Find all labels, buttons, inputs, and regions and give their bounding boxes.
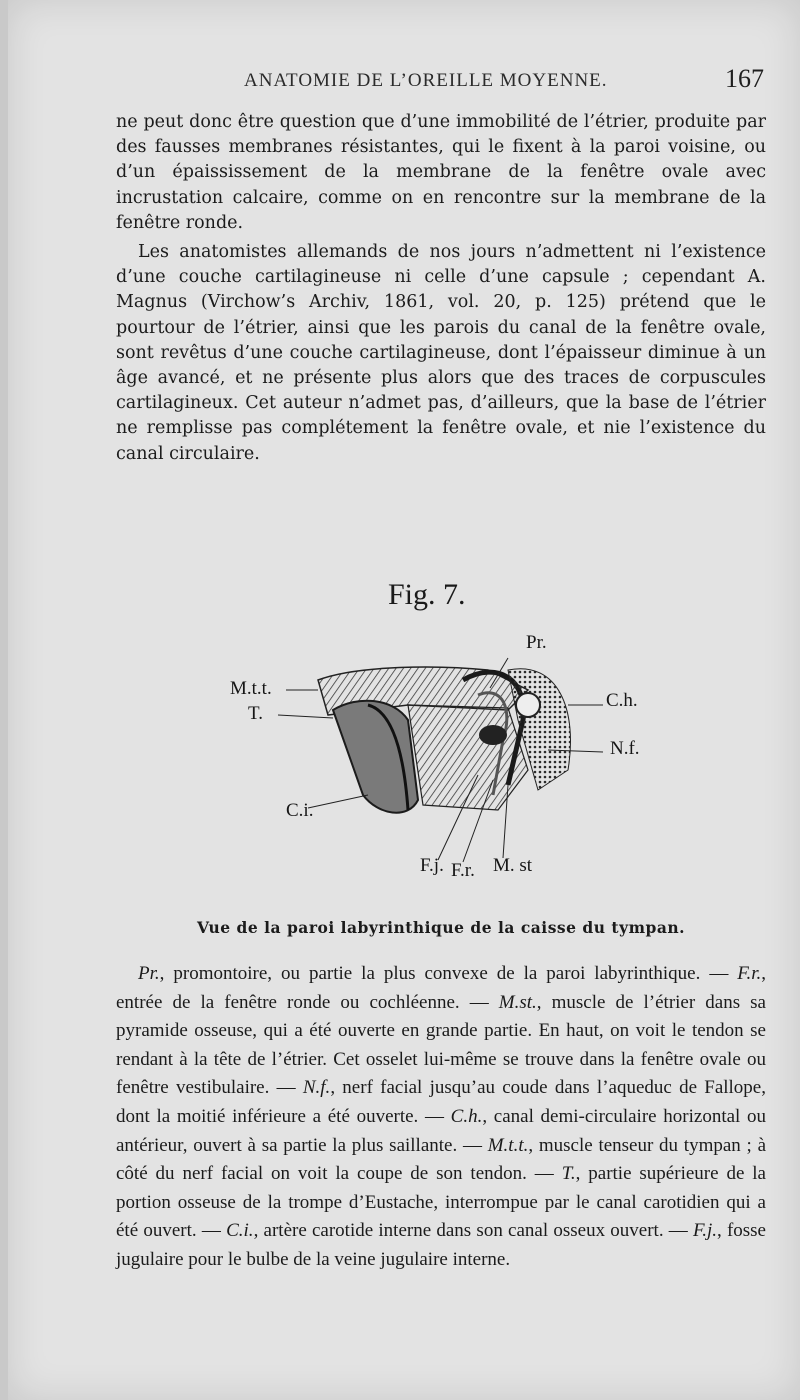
- paragraph-1: ne peut donc être question que d’une immobilité de l’étrier, produite par des fausses membranes résistantes, qui le fixent à la paroi voisine, ou d’un épaississement de la membrane de la fenêtre ovale avec incrustation calcaire, comme on en rencontre sur la membrane de la fenêtre ronde.: [116, 112, 766, 233]
- label-ci: C.i.: [286, 800, 314, 821]
- promontory: [408, 705, 528, 810]
- label-mst: M. st: [493, 855, 533, 876]
- legend-label-ch: C.h.: [450, 1105, 483, 1127]
- legend-label-fr: F.r.: [737, 963, 762, 984]
- figure-title: Fig. 7.: [388, 578, 466, 611]
- eustachian-tube: [333, 701, 418, 813]
- page-number: 167: [725, 64, 764, 93]
- legend-text-pr: , promontoire, ou partie la plus convexe de la paroi labyrinthique. —: [159, 963, 738, 984]
- label-fj: F.j.: [420, 855, 444, 876]
- label-ch: C.h.: [606, 690, 638, 711]
- legend-label-pr: Pr.: [138, 963, 160, 984]
- legend-text-mst: , muscle de l’étrier dans sa pyramide osseuse, qui a été ouverte en grande partie. En haut, on voit le tendon se rendant à la tête de l’étrier. Cet osselet lui-même se trouve dans la fenêtre ovale ou fenêtre vestibulaire. —: [116, 991, 766, 1099]
- legend-text-fr: , entrée de la fenêtre ronde ou cochléenne. —: [116, 963, 766, 1013]
- label-pr: Pr.: [526, 632, 547, 653]
- label-mtt: M.t.t.: [230, 678, 272, 699]
- book-page: [8, 0, 800, 1400]
- legend-text-mtt: , muscle tenseur du tympan ; à côté du nerf facial on voit la coupe de son tendon. —: [116, 1134, 766, 1185]
- legend-text-ch: , canal demi-circulaire horizontal ou antérieur, ouvert à sa partie la plus saillante. —: [116, 1105, 766, 1156]
- label-t: T.: [248, 703, 263, 724]
- legend-text-ci: , artère carotide interne dans son canal osseux ouvert. —: [253, 1220, 694, 1242]
- page-header: [116, 64, 766, 100]
- legend-label-ci: C.i.: [226, 1220, 254, 1242]
- figure-7: [208, 570, 688, 890]
- legend-text-t: , partie supérieure de la portion osseuse de la trompe d’Eustache, interrompue par le canal carotidien qui a été ouvert. —: [116, 1163, 766, 1242]
- legend-label-mst: M.st.: [498, 991, 537, 1013]
- legend-label-nf: N.f.: [302, 1077, 331, 1099]
- figure-legend: [116, 960, 766, 1275]
- legend-label-mtt: M.t.t.: [487, 1134, 529, 1156]
- legend-text-fj: , fosse jugulaire pour le bulbe de la veine jugulaire interne.: [116, 1220, 766, 1270]
- running-title: ANATOMIE DE L’OREILLE MOYENNE.: [244, 70, 608, 91]
- legend-label-fj: F.j.: [693, 1220, 717, 1242]
- legend-text-nf: , nerf facial jusqu’au coude dans l’aqueduc de Fallope, dont la moitié inférieure a été ouverte. —: [116, 1077, 766, 1127]
- body-text: [116, 110, 766, 467]
- paragraph-2: Les anatomistes allemands de nos jours n’admettent ni l’existence d’une couche cartilagineuse ni celle d’une capsule ; cependant A. Magnus (Virchow’s Archiv, 1861, vol. 20, p. 125) prétend que le pourtour de l’étrier, ainsi que les parois du canal de la fenêtre ovale, sont revêtus d’une couche cartilagineuse, dont l’épaisseur diminue à un âge avancé, et ne présente plus alors que des traces de corpuscules cartilagineux. Cet auteur n’admet pas, d’ailleurs, que la base de l’étrier ne remplisse pas complétement la fenêtre ovale, et nie l’existence du canal circulaire.: [116, 242, 766, 464]
- label-fr: F.r.: [451, 860, 475, 881]
- label-nf: N.f.: [610, 738, 640, 759]
- legend-label-t: T.: [561, 1163, 576, 1185]
- stapes: [479, 725, 507, 745]
- anatomy-illustration: [208, 570, 688, 890]
- figure-caption: Vue de la paroi labyrinthique de la caisse du tympan.: [196, 918, 686, 937]
